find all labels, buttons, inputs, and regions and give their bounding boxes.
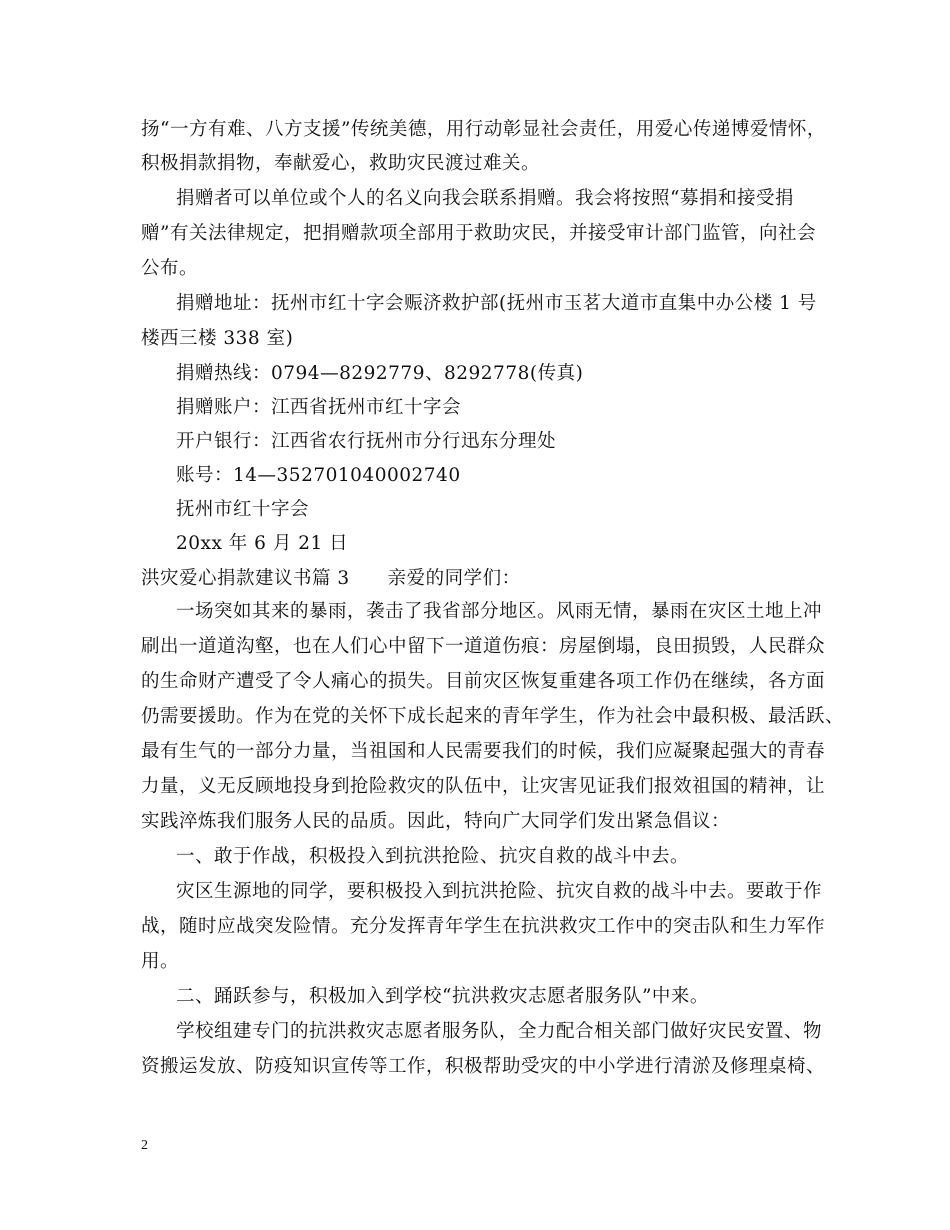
text-line: 公布。 bbox=[141, 258, 199, 279]
section-heading: 洪灾爱心捐款建议书篇 3 亲爱的同学们： bbox=[141, 568, 521, 589]
text-line: 抚州市红十字会 bbox=[176, 499, 310, 520]
text-line: 账号：14—352701040002740 bbox=[176, 465, 461, 486]
text-line: 学校组建专门的抗洪救灾志愿者服务队，全力配合相关部门做好灾民安置、物 bbox=[176, 1021, 823, 1042]
text-line: 力量，义无反顾地投身到抢险救灾的队伍中，让灾害见证我们报效祖国的精神，让 bbox=[141, 776, 826, 797]
text-line: 20xx 年 6 月 21 日 bbox=[176, 533, 349, 554]
text-line: 最有生气的一部分力量，当祖国和人民需要我们的时候，我们应凝聚起强大的青春 bbox=[141, 741, 826, 762]
text-line: 灾区生源地的同学，要积极投入到抗洪抢险、抗灾自救的战斗中去。要敢于作 bbox=[176, 881, 823, 902]
text-line: 捐赠地址：抚州市红十字会赈济救护部(抚州市玉茗大道市直集中办公楼 1 号 bbox=[176, 293, 817, 314]
text-line: 捐赠者可以单位或个人的名义向我会联系捐赠。我会将按照“募捐和接受捐 bbox=[176, 188, 794, 209]
text-line: 积极捐款捐物，奉献爱心，救助灾民渡过难关。 bbox=[141, 153, 541, 174]
text-line: 捐赠热线：0794—8292779、8292778(传真) bbox=[176, 363, 584, 384]
text-line: 扬“一方有难、八方支援”传统美德，用行动彰显社会责任，用爱心传递博爱情怀， bbox=[141, 119, 826, 140]
text-line: 捐赠账户：江西省抚州市红十字会 bbox=[176, 397, 462, 418]
text-line: 赠”有关法律规定，把捐赠款项全部用于救助灾民，并接受审计部门监管，向社会 bbox=[141, 223, 816, 244]
text-line: 的生命财产遭受了令人痛心的损失。目前灾区恢复重建各项工作仍在继续，各方面 bbox=[141, 671, 826, 692]
page-number: 2 bbox=[141, 1138, 148, 1153]
text-line: 楼西三楼 338 室) bbox=[141, 328, 294, 349]
text-line: 一、敢于作战，积极投入到抗洪抢险、抗灾自救的战斗中去。 bbox=[176, 846, 690, 867]
text-line: 用。 bbox=[141, 951, 180, 972]
text-line: 战，随时应战突发险情。充分发挥青年学生在抗洪救灾工作中的突击队和生力军作 bbox=[141, 916, 826, 937]
text-line: 一场突如其来的暴雨，袭击了我省部分地区。风雨无情，暴雨在灾区土地上冲 bbox=[176, 601, 823, 622]
text-line: 刷出一道道沟壑，也在人们心中留下一道道伤痕：房屋倒塌，良田损毁，人民群众 bbox=[141, 636, 826, 657]
text-line: 仍需要援助。作为在党的关怀下成长起来的青年学生，作为社会中最积极、最活跃、 bbox=[141, 706, 845, 727]
text-line: 二、踊跃参与，积极加入到学校“抗洪救灾志愿者服务队”中来。 bbox=[176, 986, 709, 1007]
text-line: 开户银行：江西省农行抚州市分行迅东分理处 bbox=[176, 431, 557, 452]
text-line: 资搬运发放、防疫知识宣传等工作，积极帮助受灾的中小学进行清淤及修理桌椅、 bbox=[141, 1056, 826, 1077]
text-line: 实践淬炼我们服务人民的品质。因此，特向广大同学们发出紧急倡议： bbox=[141, 811, 731, 832]
